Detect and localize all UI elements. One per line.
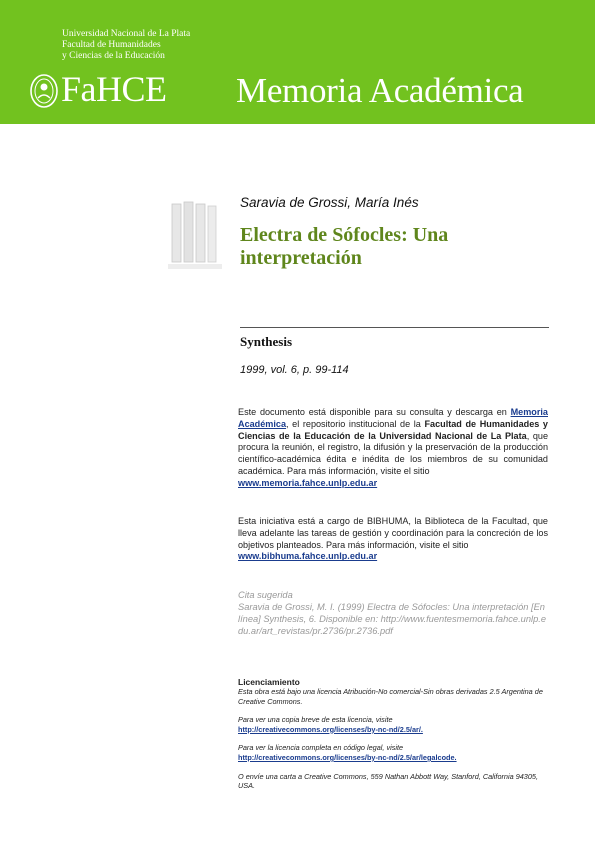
repository-name: Memoria Académica	[236, 71, 524, 110]
license-letter: O envíe una carta a Creative Commons, 559 Nathan Abbott Way, Stanford, California 94305, USA.	[238, 771, 539, 791]
faculty-line: Facultad de Humanidades	[62, 40, 161, 50]
article-title: Electra de Sófocles: Una interpretación	[240, 224, 449, 269]
license-section	[238, 677, 548, 791]
memoria-link[interactable]: Memoria Académica	[238, 407, 548, 429]
cita-heading: Cita sugerida	[238, 590, 293, 600]
university-name	[62, 29, 190, 62]
availability-text-3: , que procura la reunión, el registro, la difusión y la preservación de la producción científico-académica édita e inédita de los miembros de su comunidad académica. Para más información, visite el sitio	[238, 430, 549, 476]
memoria-url-link[interactable]: www.memoria.fahce.unlp.edu.ar	[238, 477, 378, 488]
memoria-books-icon	[168, 200, 223, 272]
bibhuma-paragraph	[238, 516, 548, 563]
license-brief-link[interactable]: http://creativecommons.org/licenses/by-nc-nd/2.5/ar/.	[238, 724, 423, 734]
bibhuma-url-link[interactable]: www.bibhuma.fahce.unlp.edu.ar	[238, 551, 378, 562]
availability-text-2: , el repositorio institucional de la	[286, 418, 425, 429]
license-text: Esta obra está bajo una licencia Atribución-No comercial-Sin obras derivadas 2.5 Argentina de Creative Commons.	[238, 687, 543, 706]
availability-text: Este documento está disponible para su consulta y descarga en	[238, 407, 511, 417]
license-brief-label: Para ver una copia breve de esta licencia, visite	[238, 715, 393, 725]
bibhuma-text: Esta iniciativa está a cargo de BIBHUMA, la Biblioteca de la Facultad, que lleva adelante las tareas de gestión y coordinación para la concreción de los objetivos planteados. Para más información, visite el sitio	[238, 516, 548, 550]
availability-paragraph	[238, 407, 548, 490]
license-heading: Licenciamiento	[238, 677, 300, 687]
license-full-link[interactable]: http://creativecommons.org/licenses/by-nc-nd/2.5/ar/legalcode.	[238, 752, 457, 762]
university-seal-icon	[29, 73, 59, 109]
faculty-line-2: y Ciencias de la Educación	[62, 51, 165, 61]
license-full-label: Para ver la licencia completa en código legal, visite	[238, 743, 404, 753]
divider	[240, 327, 549, 328]
header-banner	[0, 0, 595, 124]
suggested-citation	[238, 589, 548, 637]
university-line: Universidad Nacional de La Plata	[62, 29, 191, 39]
faculty-name: Facultad de Humanidades y Ciencias de la Educación de la Universidad Nacional de La Plata	[238, 418, 548, 441]
author-name: Saravia de Grossi, María Inés	[240, 195, 419, 210]
citation-details: 1999, vol. 6, p. 99-114	[240, 364, 349, 376]
fahce-logo: FaHCE	[61, 69, 167, 109]
journal-name: Synthesis	[240, 334, 293, 349]
cita-text: Saravia de Grossi, M. I. (1999) Electra de Sófocles: Una interpretación [En línea] Synthesis, 6. Disponible en: http://www.fuentesmemoria.fahce.unlp.edu.ar/art_revistas/pr.2736/pr.2736.pdf	[238, 602, 547, 636]
